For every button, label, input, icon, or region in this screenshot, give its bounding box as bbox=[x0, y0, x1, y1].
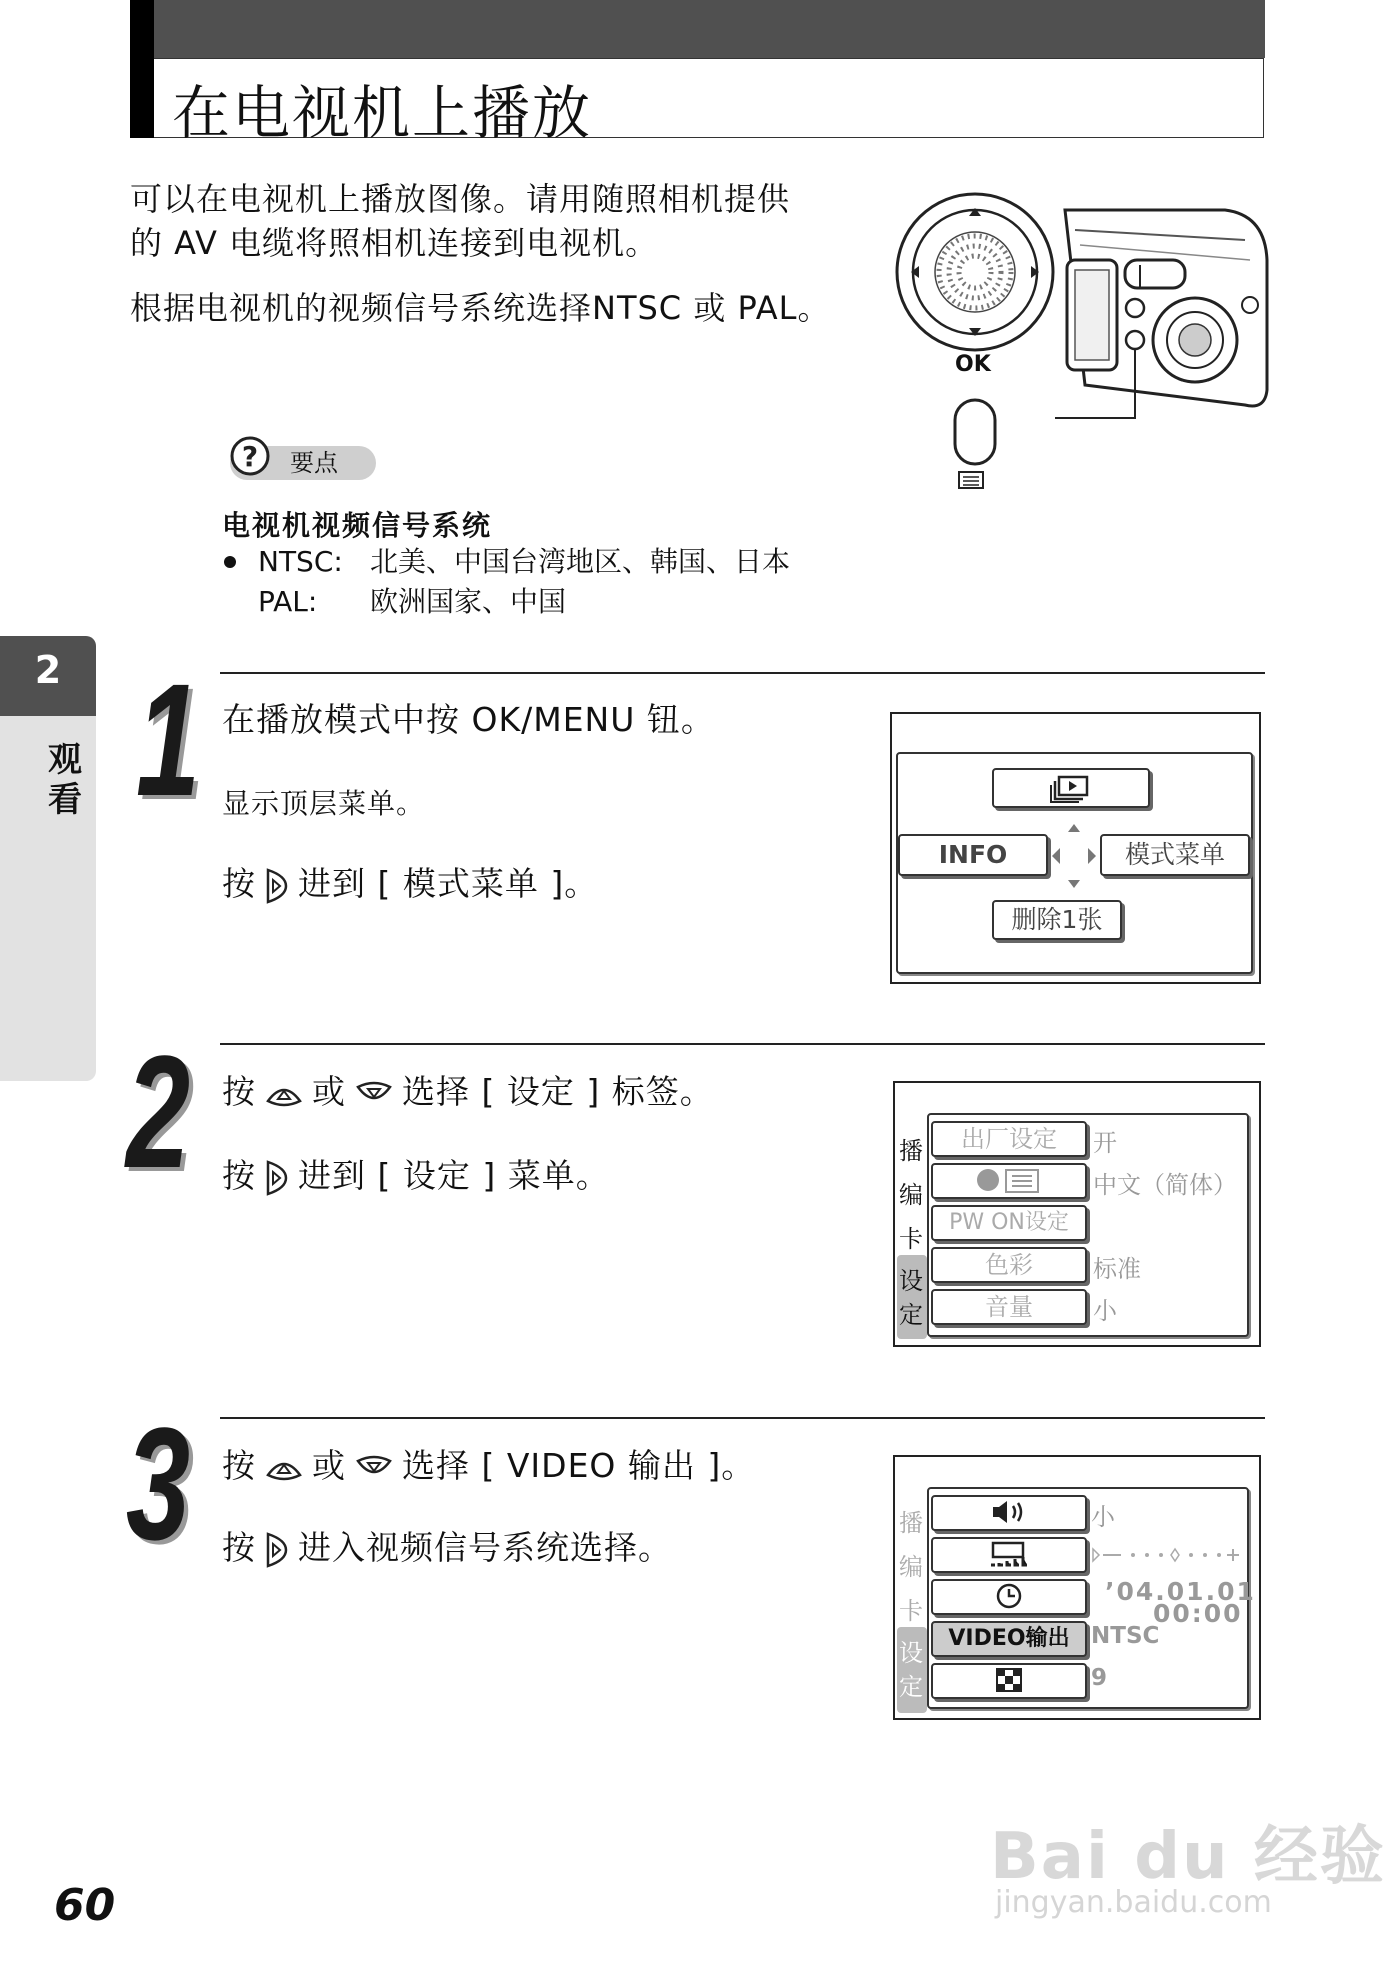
menu-item-reset[interactable]: 出厂设定 bbox=[931, 1121, 1087, 1157]
up-arrow-button-icon bbox=[264, 1451, 304, 1485]
language-icon bbox=[964, 1165, 1054, 1195]
tab-setup-1[interactable]: 设 bbox=[899, 1267, 923, 1295]
monitor-brightness-icon bbox=[979, 1539, 1039, 1569]
tab-playback[interactable]: 播 bbox=[899, 1137, 923, 1165]
text-or: 或 bbox=[312, 1072, 346, 1111]
text-or: 或 bbox=[312, 1446, 346, 1485]
camera-illustration bbox=[895, 190, 1275, 500]
delete-one-button[interactable]: 删除1张 bbox=[992, 900, 1122, 940]
step-divider bbox=[220, 1043, 1265, 1045]
menu-value-video-out: NTSC bbox=[1091, 1623, 1160, 1649]
step-number-3: 3 bbox=[126, 1394, 191, 1573]
info-button[interactable]: INFO bbox=[898, 834, 1048, 876]
text-enter: 进入视频信号系统选择。 bbox=[298, 1528, 672, 1567]
tab-edit[interactable]: 编 bbox=[899, 1553, 923, 1581]
watermark-url: jingyan.baidu.com bbox=[995, 1885, 1272, 1920]
text-goto: 进到 [ 模式菜单 ]。 bbox=[298, 864, 599, 903]
brightness-slider-icon bbox=[1091, 1541, 1241, 1569]
menu-item-language[interactable] bbox=[931, 1163, 1087, 1199]
menu-value-color: 标准 bbox=[1093, 1255, 1141, 1283]
menu-item-index[interactable] bbox=[931, 1663, 1087, 1699]
down-arrow-button-icon bbox=[354, 1077, 394, 1111]
menu-value-volume: 小 bbox=[1093, 1297, 1117, 1325]
bullet-icon bbox=[224, 556, 236, 568]
text-goto: 进到 [ 设定 ] 菜单。 bbox=[298, 1156, 610, 1195]
mode-menu-button[interactable]: 模式菜单 bbox=[1100, 834, 1250, 876]
index-grid-icon bbox=[979, 1665, 1039, 1695]
playback-icon bbox=[1047, 774, 1095, 804]
tip-pal-system: PAL: bbox=[258, 585, 318, 618]
tip-ntsc-system: NTSC: bbox=[258, 545, 343, 578]
intro-line-1: 可以在电视机上播放图像。请用随照相机提供 bbox=[130, 180, 791, 218]
tab-setup-2[interactable]: 定 bbox=[899, 1301, 923, 1329]
menu-item-volume[interactable]: 音量 bbox=[931, 1289, 1087, 1325]
step-number-2: 2 bbox=[126, 1022, 191, 1201]
text-press: 按 bbox=[222, 1156, 256, 1195]
step1-result: 显示顶层菜单。 bbox=[222, 787, 426, 820]
tab-playback[interactable]: 播 bbox=[899, 1509, 923, 1537]
text-select-tab: 选择 [ 设定 ] 标签。 bbox=[402, 1072, 714, 1111]
right-arrow-button-icon bbox=[264, 866, 290, 906]
setup-menu-screen bbox=[893, 1081, 1261, 1347]
top-menu-screen bbox=[890, 712, 1261, 984]
tip-pal-regions: 欧洲国家、中国 bbox=[370, 585, 567, 618]
menu-value-date: ’04.01.01 bbox=[1105, 1577, 1256, 1606]
step2-instruction-2 bbox=[222, 1154, 610, 1198]
down-arrow-button-icon bbox=[354, 1451, 394, 1485]
text-select-video: 选择 [ VIDEO 输出 ]。 bbox=[402, 1446, 756, 1485]
step-divider bbox=[220, 672, 1265, 674]
menu-item-datetime[interactable] bbox=[931, 1579, 1087, 1615]
tip-label: 要点 bbox=[290, 449, 338, 477]
step-number-1: 1 bbox=[136, 650, 201, 829]
watermark-logo: Bai du 经验 bbox=[990, 1820, 1386, 1894]
page-title: 在电视机上播放 bbox=[172, 79, 593, 147]
menu-value-index: 9 bbox=[1091, 1665, 1108, 1691]
step1-instruction: 在播放模式中按 OK/MENU 钮。 bbox=[222, 700, 715, 739]
right-arrow-button-icon bbox=[264, 1158, 290, 1198]
tab-card[interactable]: 卡 bbox=[899, 1597, 923, 1625]
menu-value-beep: 小 bbox=[1091, 1503, 1115, 1531]
chapter-label: 观看 bbox=[48, 740, 82, 820]
four-way-arrows-icon bbox=[1046, 820, 1102, 892]
question-icon bbox=[230, 434, 270, 478]
clock-icon bbox=[979, 1581, 1039, 1611]
speaker-icon bbox=[979, 1497, 1039, 1527]
video-out-menu-screen bbox=[893, 1455, 1261, 1720]
ok-label: OK bbox=[955, 352, 991, 377]
menu-item-pw-on[interactable]: PW ON设定 bbox=[931, 1205, 1087, 1241]
step1-instruction-2 bbox=[222, 862, 598, 906]
intro-line-3: 根据电视机的视频信号系统选择NTSC 或 PAL。 bbox=[130, 289, 831, 327]
tab-card[interactable]: 卡 bbox=[899, 1225, 923, 1253]
tip-ntsc-regions: 北美、中国台湾地区、韩国、日本 bbox=[370, 545, 791, 578]
text-press: 按 bbox=[222, 1072, 256, 1111]
menu-value-language: 中文（简体） bbox=[1093, 1171, 1237, 1199]
playback-menu-button[interactable] bbox=[992, 768, 1150, 808]
svg-text:?: ? bbox=[241, 440, 259, 473]
step3-instruction-2 bbox=[222, 1526, 672, 1570]
tab-edit[interactable]: 编 bbox=[899, 1181, 923, 1209]
menu-value-reset: 开 bbox=[1093, 1129, 1117, 1157]
tab-setup-2[interactable]: 定 bbox=[899, 1673, 923, 1701]
chapter-number: 2 bbox=[34, 648, 62, 692]
header-black-bar bbox=[130, 0, 154, 138]
menu-item-video-out[interactable]: VIDEO输出 bbox=[931, 1621, 1087, 1657]
page-number: 60 bbox=[54, 1880, 116, 1931]
menu-item-beep[interactable] bbox=[931, 1495, 1087, 1531]
menu-item-brightness[interactable] bbox=[931, 1537, 1087, 1573]
step3-instruction bbox=[222, 1444, 755, 1488]
step2-instruction bbox=[222, 1070, 714, 1114]
menu-value-time: 00:00 bbox=[1153, 1599, 1243, 1628]
tab-setup-1[interactable]: 设 bbox=[899, 1639, 923, 1667]
step-divider bbox=[220, 1417, 1265, 1419]
text-press: 按 bbox=[222, 864, 256, 903]
right-arrow-button-icon bbox=[264, 1530, 290, 1570]
intro-line-2: 的 AV 电缆将照相机连接到电视机。 bbox=[130, 224, 659, 262]
up-arrow-button-icon bbox=[264, 1077, 304, 1111]
text-press: 按 bbox=[222, 1446, 256, 1485]
header-band bbox=[130, 0, 1265, 58]
text-press: 按 bbox=[222, 1528, 256, 1567]
tip-heading: 电视机视频信号系统 bbox=[222, 509, 493, 542]
menu-item-color[interactable]: 色彩 bbox=[931, 1247, 1087, 1283]
